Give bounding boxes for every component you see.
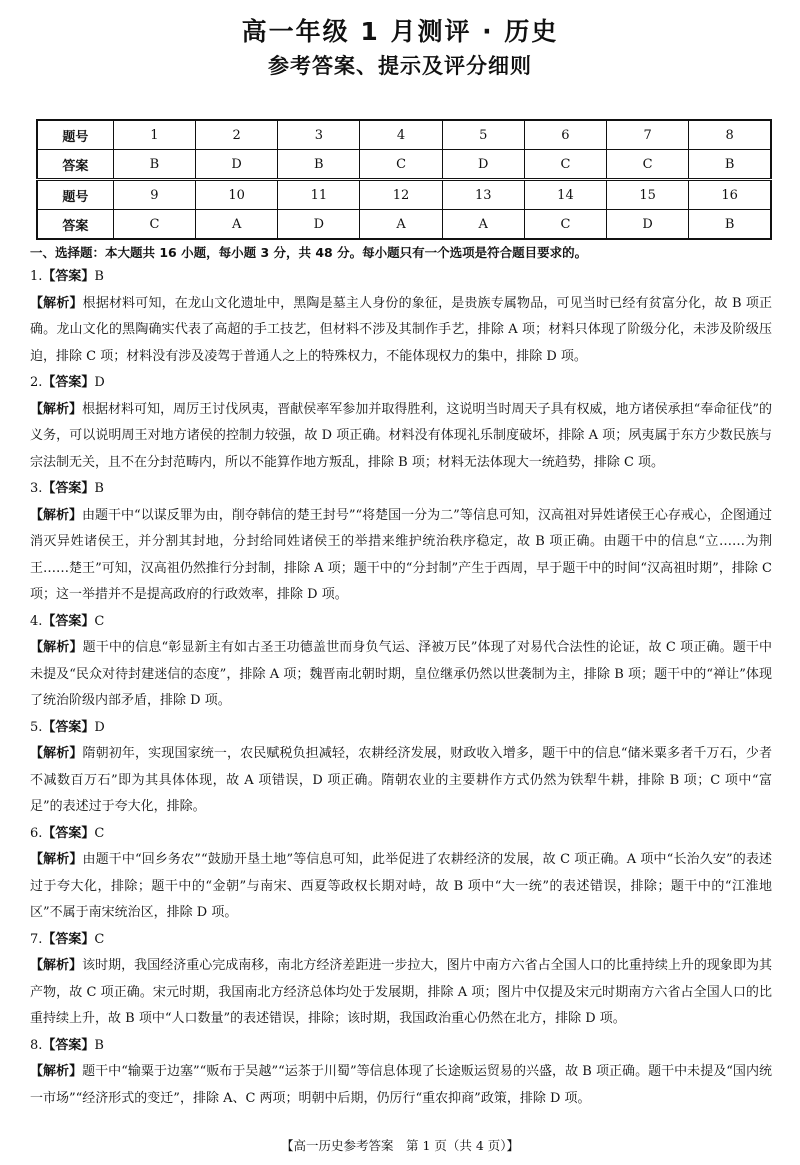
answer-cell: B <box>689 210 771 240</box>
answer-tag: 【答案】 <box>42 375 95 390</box>
answer-line <box>30 715 772 742</box>
analysis-paragraph <box>30 953 772 1033</box>
answer-line <box>30 927 772 954</box>
analysis-tag: 【解析】 <box>30 401 83 417</box>
answer-label-cell: 答案 <box>37 210 113 240</box>
analysis-text: 根据材料可知，在龙山文化遗址中，黑陶是墓主人身份的象征，是贵族专属物品，可见当时已经有贫富分化，故 B 项正确。龙山文化的黑陶确实代表了高超的手工技艺，但材料不涉及其制作手艺，排除 A 项；材料只体现了阶级分化，未涉及阶级压迫，排除 C 项；材料没有涉及凌驾于普通人之上的特殊权力，不能体现权力的集中，排除 D 项。 <box>30 295 772 364</box>
question-item <box>30 715 772 821</box>
answer-cell: B <box>113 150 195 180</box>
question-number: 5. <box>30 719 43 735</box>
question-number-cell: 15 <box>607 180 689 210</box>
question-number-cell: 11 <box>278 180 360 210</box>
answer-tag: 【答案】 <box>42 481 95 496</box>
question-item <box>30 927 772 1033</box>
answer-line <box>30 370 772 397</box>
question-number-cell: 1 <box>113 120 195 150</box>
question-number-cell: 9 <box>113 180 195 210</box>
answer-cell: D <box>607 210 689 240</box>
answer-line <box>30 821 772 848</box>
answer-value: C <box>94 825 105 841</box>
question-item <box>30 476 772 609</box>
question-number: 4. <box>30 613 43 629</box>
answer-cell: C <box>113 210 195 240</box>
page-title: 高一年级 1 月测评 · 历史 <box>241 17 559 46</box>
question-number: 3. <box>30 481 43 496</box>
analysis-text: 隋朝初年，实现国家统一，农民赋税负担减轻，农耕经济发展，财政收入增多，题干中的信息“储米粟多者千万石，少者不减数百万石”即为其具体体现，故 A 项错误，D 项正确。隋朝农业的主要耕作方式仍然为铁犁牛耕，排除 B 项；C 项中“富足”的表述过于夸大化，排除。 <box>30 746 772 814</box>
analysis-text: 题干中“输粟于边塞”“贩布于吴越”“运茶于川蜀”等信息体现了长途贩运贸易的兴盛，故 B 项正确。题干中未提及“国内统一市场”“经济形式的变迁”，排除 A、C 两项；明朝中后期，仍厉行“重农抑商”政策，排除 D 项。 <box>30 1064 772 1106</box>
question-number-cell: 7 <box>607 120 689 150</box>
page-subtitle: 参考答案、提示及评分细则 <box>268 54 532 78</box>
question-item <box>30 609 772 715</box>
answer-row <box>37 150 771 180</box>
question-number-row <box>37 120 771 150</box>
answer-tag: 【答案】 <box>42 719 95 735</box>
answer-value: B <box>94 481 104 496</box>
answer-value: D <box>94 719 105 735</box>
question-item <box>30 370 772 476</box>
analysis-paragraph <box>30 397 772 477</box>
answer-cell: C <box>607 150 689 180</box>
question-number-cell: 16 <box>689 180 771 210</box>
analysis-paragraph <box>30 291 772 371</box>
answer-line <box>30 264 772 291</box>
analysis-tag: 【解析】 <box>30 958 83 973</box>
answer-cell: A <box>360 210 442 240</box>
answer-cell: C <box>360 150 442 180</box>
analysis-paragraph <box>30 847 772 927</box>
answer-value: C <box>94 613 105 629</box>
answer-tag: 【答案】 <box>42 613 95 629</box>
question-number-cell: 2 <box>196 120 278 150</box>
answer-table <box>36 119 772 240</box>
question-number-cell: 3 <box>278 120 360 150</box>
answer-label-cell: 答案 <box>37 150 113 180</box>
question-item <box>30 1033 772 1113</box>
question-label-cell: 题号 <box>37 120 113 150</box>
question-number-cell: 8 <box>689 120 771 150</box>
section-heading: 一、选择题：本大题共 16 小题，每小题 3 分，共 48 分。每小题只有一个选项是符合题目要求的。 <box>30 245 588 260</box>
answer-row <box>37 210 771 240</box>
analysis-tag: 【解析】 <box>30 507 83 523</box>
question-number-cell: 10 <box>196 180 278 210</box>
answer-cell: A <box>196 210 278 240</box>
question-number: 2. <box>30 375 43 390</box>
answer-value: B <box>94 269 104 284</box>
question-number-cell: 4 <box>360 120 442 150</box>
analysis-tag: 【解析】 <box>30 852 83 867</box>
analysis-tag: 【解析】 <box>30 295 83 311</box>
answer-line <box>30 609 772 636</box>
analysis-tag: 【解析】 <box>30 746 83 761</box>
analysis-tag: 【解析】 <box>30 640 83 655</box>
answer-cell: B <box>689 150 771 180</box>
analysis-text: 该时期，我国经济重心完成南移，南北方经济差距进一步拉大，图片中南方六省占全国人口的比重持续上升的现象即为其产物，故 C 项正确。宋元时期，我国南北方经济总体均处于发展期，排除 A 项；图片中仅提及宋元时期南方六省占全国人口的比重持续上升，故 B 项中“人口数量”的表述错误，排除；该时期，我国政治重心仍然在北方，排除 D 项。 <box>30 958 772 1026</box>
question-number-cell: 5 <box>442 120 524 150</box>
question-number-cell: 13 <box>442 180 524 210</box>
analysis-paragraph <box>30 635 772 715</box>
answer-tag: 【答案】 <box>42 1037 95 1053</box>
answer-line <box>30 1033 772 1060</box>
question-number-cell: 6 <box>524 120 606 150</box>
analysis-paragraph <box>30 1059 772 1112</box>
answer-value: C <box>94 931 105 947</box>
question-item <box>30 821 772 927</box>
question-number-row <box>37 180 771 210</box>
answer-cell: C <box>524 150 606 180</box>
answer-cell: D <box>278 210 360 240</box>
question-number-cell: 14 <box>524 180 606 210</box>
analysis-text: 由题干中“以谋反罪为由，削夺韩信的楚王封号”“将楚国一分为二”等信息可知，汉高祖对异姓诸侯王心存戒心，企图通过消灭异姓诸侯王，并分割其封地，分封给同姓诸侯王的举措来维护统治秩序稳定，故 B 项正确。由题干中的信息“立……为荆王……楚王”可知，汉高祖仍然推行分封制，排除 A 项；题干中的“分封制”产生于西周，早于题干中的时间“汉高祖时期”，排除 C 项；这一举措并不是提高政府的行政效率，排除 D 项。 <box>30 507 772 602</box>
answer-tag: 【答案】 <box>42 931 95 947</box>
analysis-text: 题干中的信息“彰显新主有如古圣王功德盖世而身负气运、泽被万民”体现了对易代合法性的论证，故 C 项正确。题干中未提及“民众对待封建迷信的态度”，排除 A 项；魏晋南北朝时期，皇位继承仍然以世袭制为主，排除 B 项；题干中的“禅让”体现了统治阶级内部矛盾，排除 D 项。 <box>30 640 772 708</box>
question-label-cell: 题号 <box>37 180 113 210</box>
answer-cell: C <box>524 210 606 240</box>
answer-cell: B <box>278 150 360 180</box>
question-number: 7. <box>30 931 43 947</box>
question-number: 1. <box>30 269 43 284</box>
question-number-cell: 12 <box>360 180 442 210</box>
question-number: 6. <box>30 825 43 841</box>
answer-explanations <box>30 264 772 1112</box>
page-footer: 【高一历史参考答案 第 1 页（共 4 页）】 <box>280 1138 520 1153</box>
answer-cell: D <box>196 150 278 180</box>
analysis-paragraph <box>30 741 772 821</box>
answer-tag: 【答案】 <box>42 269 95 284</box>
analysis-paragraph <box>30 503 772 609</box>
answer-value: B <box>94 1037 104 1053</box>
answer-cell: A <box>442 210 524 240</box>
question-number: 8. <box>30 1037 43 1053</box>
analysis-tag: 【解析】 <box>30 1064 83 1079</box>
answer-value: D <box>94 375 105 390</box>
answer-tag: 【答案】 <box>42 825 95 841</box>
answer-line <box>30 476 772 503</box>
analysis-text: 由题干中“回乡务农”“鼓励开垦土地”等信息可知，此举促进了农耕经济的发展，故 C 项正确。A 项中“长治久安”的表述过于夸大化，排除；题干中的“金朝”与南宋、西夏等政权长期对峙，故 B 项中“大一统”的表述错误，排除；题干中的“江淮地区”不属于南宋统治区，排除 D 项。 <box>30 852 772 920</box>
question-item <box>30 264 772 370</box>
answer-cell: D <box>442 150 524 180</box>
analysis-text: 根据材料可知，周厉王讨伐夙夷，晋献侯率军参加并取得胜利，这说明当时周天子具有权威，地方诸侯承担“奉命征伐”的义务，可以说明周王对地方诸侯的控制力较强，故 D 项正确。材料没有体现礼乐制度破坏，排除 A 项；夙夷属于东方少数民族与宗法制无关，且不在分封范畴内，所以不能算作地方叛乱，排除 B 项；材料无法体现大一统趋势，排除 C 项。 <box>30 401 772 470</box>
